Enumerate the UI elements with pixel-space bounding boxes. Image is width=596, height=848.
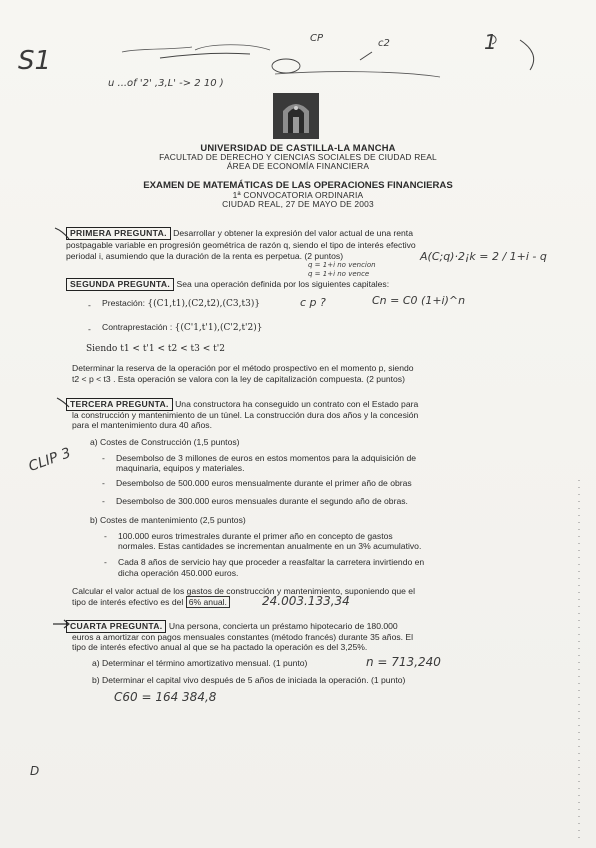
contraprestacion-math: {(C'1,t'1),(C'2,t'2)} bbox=[174, 323, 263, 333]
handwritten-note-2: q = 1+i no vence bbox=[308, 270, 370, 278]
bullet-dot: - bbox=[104, 531, 107, 541]
bullet-dot: - bbox=[88, 300, 91, 310]
bullet-dot: - bbox=[104, 557, 107, 567]
contraprestacion-row bbox=[102, 322, 263, 334]
question-1 bbox=[66, 227, 426, 262]
question-2-text-1: Determinar la reserva de la operación por el método prospectivo en el momento p, siendo bbox=[72, 363, 414, 373]
list-item: Cada 8 años de servicio hay que proceder a reasfaltar la carretera invirtiendo en bbox=[118, 557, 425, 567]
handwritten-cp: CP bbox=[310, 33, 324, 44]
question-4-text-2: euros a amortizar con pagos mensuales constantes (método francés) durante 35 años. El bbox=[72, 632, 414, 642]
handwritten-c2: c2 bbox=[378, 38, 390, 49]
prestacion-math: {(C1,t1),(C2,t2),(C3,t3)} bbox=[147, 299, 261, 309]
question-4-text-1: Una persona, concierta un préstamo hipotecario de 180.000 bbox=[168, 621, 398, 631]
bullet-dot: - bbox=[102, 496, 105, 506]
bullet-dot: - bbox=[102, 453, 105, 463]
handwritten-scribble: u ...of '2' ,3,L' -> 2 10 ) bbox=[108, 78, 224, 89]
question-4-a: a) Determinar el término amortizativo mensual. (1 punto) bbox=[92, 658, 308, 668]
prestacion-label: Prestación: bbox=[102, 298, 145, 308]
question-2-text-2: t2 < p < t3 . Esta operación se valora con la ley de capitalización compuesta. (2 puntos) bbox=[72, 374, 405, 384]
handwritten-cn-formula: Cn = C0 (1+i)^n bbox=[372, 294, 466, 307]
list-item: Desembolso de 300.000 euros mensuales durante el segundo año de obras. bbox=[116, 496, 408, 506]
area-name: ÁREA DE ECONOMÍA FINANCIERA bbox=[226, 161, 370, 171]
exam-title: EXAMEN DE MATEMÁTICAS DE LAS OPERACIONES FINANCIERAS bbox=[143, 180, 453, 191]
university-crest-icon bbox=[273, 93, 319, 139]
scan-edge-dots bbox=[574, 480, 584, 840]
exam-date: CIUDAD REAL, 27 DE MAYO DE 2003 bbox=[222, 199, 374, 209]
faculty-name: FACULTAD DE DERECHO Y CIENCIAS SOCIALES DE CIUDAD REAL bbox=[159, 152, 437, 162]
list-item: dicha operación 450.000 euros. bbox=[118, 568, 239, 578]
question-4-label: CUARTA PREGUNTA. bbox=[66, 620, 166, 633]
handwritten-strokes bbox=[100, 30, 580, 100]
university-name: UNIVERSIDAD DE CASTILLA-LA MANCHA bbox=[200, 142, 396, 153]
prestacion-row bbox=[102, 298, 260, 310]
question-1-text: Desarrollar y obtener la expresión del valor actual de una renta postpagable variable en progresión geométrica de razón q, siendo el tipo de interés efectivo periodal i, asumiendo que la duración de la renta es perpetua. (2 puntos) bbox=[66, 228, 416, 261]
question-3-label: TERCERA PREGUNTA. bbox=[66, 398, 173, 411]
question-3-text-3: para el mantenimiento dura 40 años. bbox=[72, 420, 212, 430]
bullet-dot: - bbox=[88, 324, 91, 334]
siendo-condition: Siendo t1 < t'1 < t2 < t3 < t'2 bbox=[86, 344, 225, 354]
question-2-intro-line bbox=[66, 278, 389, 291]
question-4-text-3: tipo de interés efectivo anual al que se ha pactado la operación es del 3,25%. bbox=[72, 642, 368, 652]
question-2-label: SEGUNDA PREGUNTA. bbox=[66, 278, 174, 291]
contraprestacion-label: Contraprestación : bbox=[102, 322, 173, 332]
list-item: Desembolso de 3 millones de euros en estos momentos para la adquisición de bbox=[116, 453, 416, 463]
question-3-closing-1: Calcular el valor actual de los gastos de construcción y mantenimiento, suponiendo que el bbox=[72, 586, 415, 596]
question-4-b: b) Determinar el capital vivo después de 5 años de iniciada la operación. (1 punto) bbox=[92, 675, 406, 685]
handwritten-mark-d: D bbox=[30, 764, 40, 778]
handwritten-result-4b: C60 = 164 384,8 bbox=[114, 690, 217, 704]
closing-text: tipo de interés efectivo es del bbox=[72, 597, 184, 607]
list-item: Desembolso de 500.000 euros mensualmente durante el primer año de obras bbox=[116, 478, 412, 488]
list-item: 100.000 euros trimestrales durante el primer año en concepto de gastos bbox=[118, 531, 393, 541]
question-1-label: PRIMERA PREGUNTA. bbox=[66, 227, 171, 240]
question-3-text-1: Una constructora ha conseguido un contrato con el Estado para bbox=[175, 399, 419, 409]
list-item: maquinaria, equipos y materiales. bbox=[116, 463, 245, 473]
handwritten-cp-question: c p ? bbox=[300, 296, 326, 309]
section-b-heading: b) Costes de mantenimiento (2,5 puntos) bbox=[90, 515, 246, 525]
handwritten-mark-1: 1 bbox=[484, 30, 497, 54]
bullet-dot: - bbox=[102, 478, 105, 488]
question-2-intro: Sea una operación definida por los siguientes capitales: bbox=[176, 279, 390, 289]
convocatoria: 1ª CONVOCATORIA ORDINARIA bbox=[232, 190, 364, 200]
interest-rate-box: 6% anual. bbox=[186, 596, 230, 608]
handwritten-note-1: q = 1+i no vencion bbox=[308, 261, 376, 269]
handwritten-formula: A(C;q)·2¡k = 2 / 1+i - q bbox=[420, 250, 547, 263]
handwritten-result-3: 24.003.133,34 bbox=[262, 594, 350, 608]
list-item: normales. Estas cantidades se incrementan anualmente en un 3% acumulativo. bbox=[118, 541, 422, 551]
handwritten-mark-s1: S1 bbox=[18, 46, 52, 76]
handwritten-result-4a: n = 713,240 bbox=[366, 655, 441, 669]
question-3-closing-2 bbox=[72, 597, 230, 608]
handwritten-margin-note: CLIP 3 bbox=[26, 445, 73, 475]
section-a-heading: a) Costes de Construcción (1,5 puntos) bbox=[90, 437, 240, 447]
question-3-text-2: la construcción y mantenimiento de un túnel. La construcción dura dos años y la concesión bbox=[72, 410, 419, 420]
